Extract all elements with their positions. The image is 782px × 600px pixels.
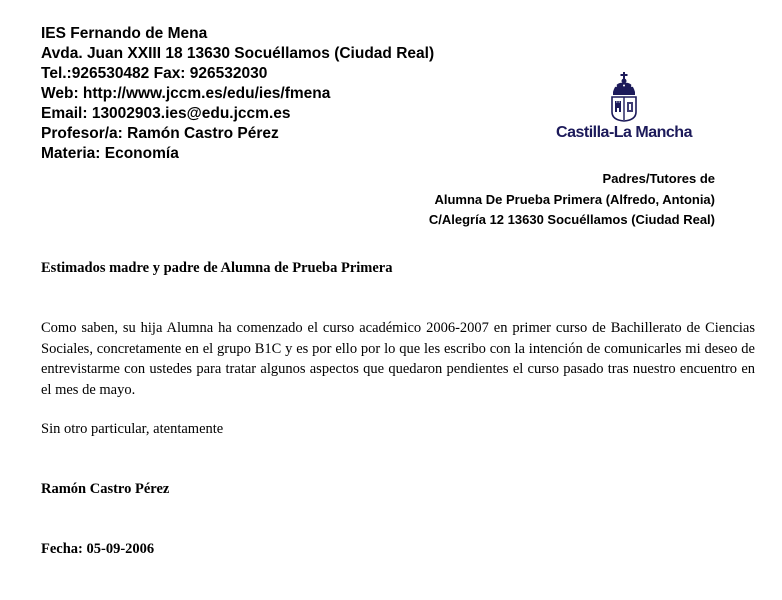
teacher-name: Profesor/a: Ramón Castro Pérez <box>41 125 279 142</box>
recipient-line-1: Padres/Tutores de <box>602 171 715 186</box>
logo-text: Castilla-La Mancha <box>556 124 692 141</box>
school-address: Avda. Juan XXIII 18 13630 Socuéllamos (Ciudad Real) <box>41 45 435 62</box>
recipient-block <box>429 169 715 231</box>
recipient-line-3: C/Alegría 12 13630 Socuéllamos (Ciudad Real) <box>428 212 715 227</box>
greeting: Estimados madre y padre de Alumna de Prueba Primera <box>41 260 393 276</box>
closing: Sin otro particular, atentamente <box>41 421 224 437</box>
signer-name: Ramón Castro Pérez <box>41 481 170 497</box>
letter-date: Fecha: 05-09-2006 <box>41 541 155 557</box>
school-name: IES Fernando de Mena <box>41 25 208 42</box>
coat-of-arms-icon <box>608 70 640 122</box>
school-email: Email: 13002903.ies@edu.jccm.es <box>41 105 291 122</box>
recipient-line-2: Alumna De Prueba Primera (Alfredo, Antonia) <box>434 191 715 207</box>
subject-name: Materia: Economía <box>41 145 179 162</box>
school-phone: Tel.:926530482 Fax: 926532030 <box>41 65 268 82</box>
letter-body: Como saben, su hija Alumna ha comenzado el curso académico 2006-2007 en primer curso de Bachillerato de Ciencias Sociales, concretamente en el grupo B1C y es por ello por lo que les escribo con la intención de comunicarles mi deseo de entrevistarme con ustedes para tratar algunos aspectos que quedaron pendientes el curso pasado tras nuestro encuentro en el mes de mayo. <box>41 320 755 398</box>
school-header <box>41 24 434 164</box>
school-web: Web: http://www.jccm.es/edu/ies/fmena <box>41 85 331 102</box>
castilla-la-mancha-logo <box>556 70 692 146</box>
